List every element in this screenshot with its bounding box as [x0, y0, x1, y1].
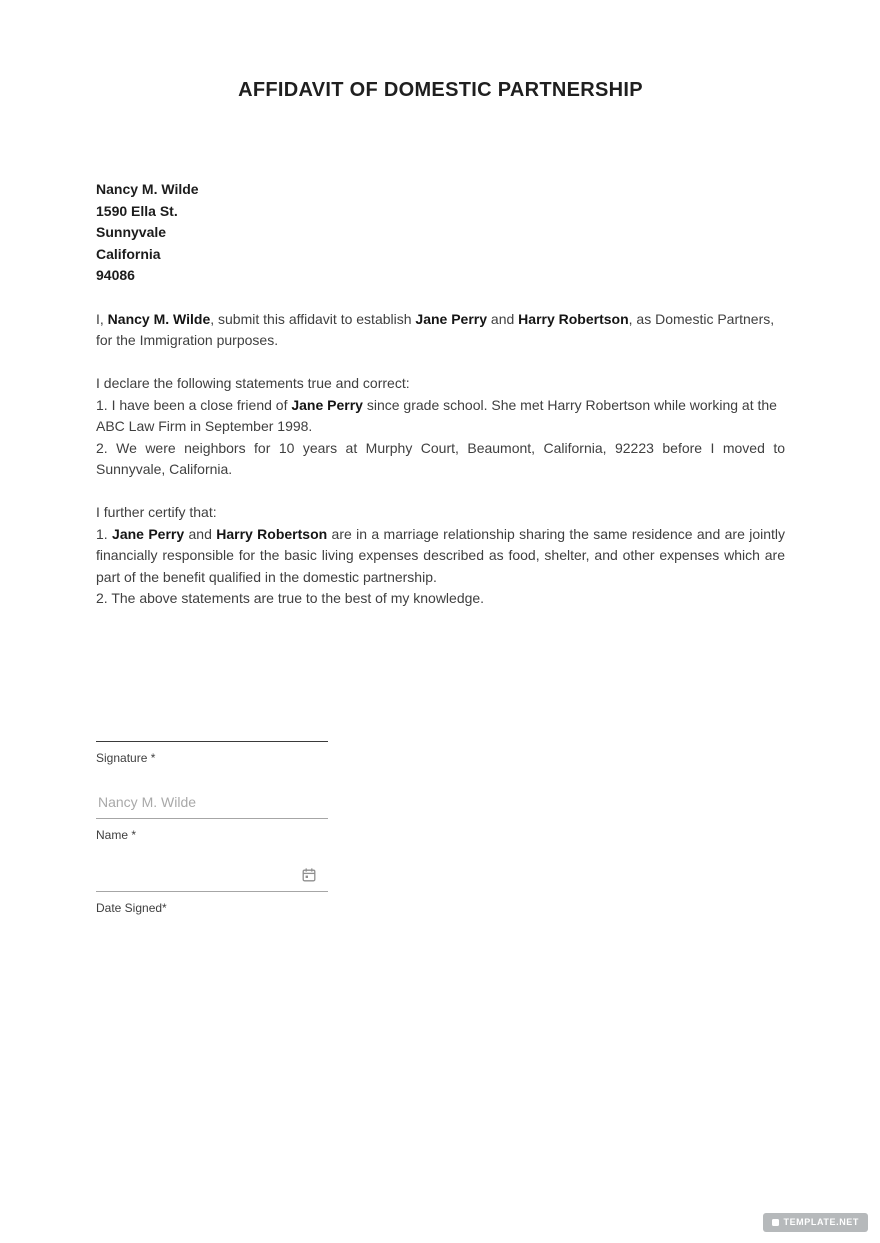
calendar-icon[interactable]: [301, 867, 317, 883]
intro-paragraph: I, Nancy M. Wilde, submit this affidavit to establish Jane Perry and Harry Robertson, as Domestic Partners, for the Immigration purposes.: [96, 310, 775, 348]
sender-address-block: [96, 179, 785, 287]
declaration-section: [96, 373, 785, 481]
signature-label: Signature *: [96, 750, 156, 765]
templatenet-logo-icon: [772, 1219, 779, 1226]
document-title: AFFIDAVIT OF DOMESTIC PARTNERSHIP: [238, 79, 643, 101]
certification-item-2: 2. The above statements are true to the best of my knowledge.: [96, 590, 485, 606]
sender-street: 1590 Ella St.: [96, 202, 178, 219]
name-input[interactable]: [96, 788, 328, 819]
sender-zip: 94086: [96, 267, 135, 283]
sender-city: Sunnyvale: [96, 224, 167, 240]
certification-section: [96, 502, 785, 610]
certification-item-1: 1. Jane Perry and Harry Robertson are in a marriage relationship sharing the same residence and are jointly financially responsible for the basic living expenses described as food, shelter, and other expenses which are part of the benefit qualified in the domestic partnership.: [96, 525, 786, 585]
signature-line[interactable]: [96, 741, 328, 742]
certification-heading: I further certify that:: [96, 504, 217, 520]
date-field[interactable]: [96, 864, 328, 892]
date-label: Date Signed*: [96, 900, 167, 915]
affidavit-document: [96, 0, 785, 915]
sender-state: California: [96, 245, 161, 262]
name-label: Name *: [96, 827, 137, 842]
sender-name: Nancy M. Wilde: [96, 181, 199, 197]
declaration-item-2: 2. We were neighbors for 10 years at Murphy Court, Beaumont, California, 92223 before I moved to Sunnyvale, California.: [96, 439, 785, 477]
templatenet-watermark: [763, 1213, 868, 1232]
signature-form: [96, 741, 328, 915]
watermark-label: TEMPLATE.NET: [783, 1217, 859, 1227]
date-input[interactable]: [96, 864, 301, 886]
declaration-item-1: 1. I have been a close friend of Jane Perry since grade school. She met Harry Robertson while working at the ABC Law Firm in September 1998.: [96, 396, 777, 434]
declaration-heading: I declare the following statements true and correct:: [96, 375, 410, 391]
